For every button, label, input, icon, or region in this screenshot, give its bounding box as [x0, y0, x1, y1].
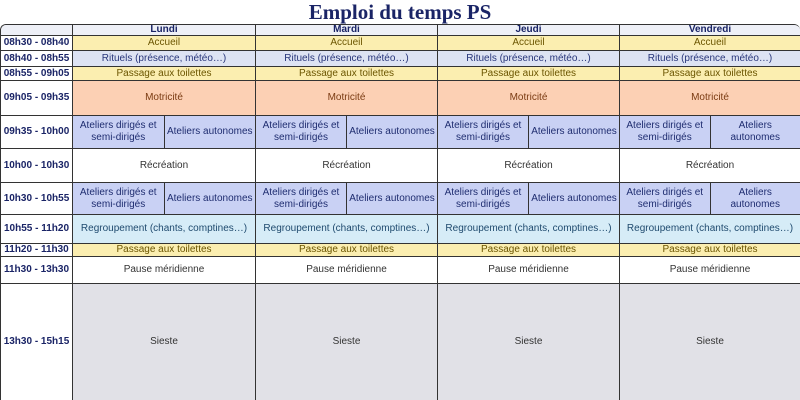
activity-label: Ateliers autonomes	[349, 126, 435, 137]
activity-cell: Passage aux toilettes	[438, 244, 620, 257]
activity-cell: Sieste	[256, 284, 438, 400]
activity-cell: Accueil	[256, 36, 438, 51]
day-header-lundi: Lundi	[73, 25, 256, 36]
time-slot: 11h30 - 13h30	[1, 257, 73, 284]
activity-cell: Sieste	[73, 284, 256, 400]
time-slot: 08h40 - 08h55	[1, 51, 73, 67]
activity-cell	[256, 116, 438, 149]
time-slot: 10h55 - 11h20	[1, 215, 73, 244]
time-slot: 13h30 - 15h15	[1, 284, 73, 400]
activity-cell: Sieste	[438, 284, 620, 400]
activity-label: Ateliers dirigés et semi-dirigés	[73, 116, 165, 148]
activity-cell: Passage aux toilettes	[256, 244, 438, 257]
day-header-jeudi: Jeudi	[438, 25, 620, 36]
activity-cell: Rituels (présence, météo…)	[438, 51, 620, 67]
activity-label: Ateliers dirigés et semi-dirigés	[620, 116, 711, 148]
activity-cell	[620, 183, 800, 215]
activity-label: Ateliers dirigés et semi-dirigés	[73, 183, 165, 214]
time-slot: 08h55 - 09h05	[1, 67, 73, 81]
time-slot: 09h35 - 10h00	[1, 116, 73, 149]
activity-cell: Récréation	[438, 149, 620, 183]
activity-label: Ateliers autonomes	[166, 126, 253, 137]
activity-cell: Récréation	[256, 149, 438, 183]
activity-cell: Pause méridienne	[438, 257, 620, 284]
day-header-mardi: Mardi	[256, 25, 438, 36]
activity-cell	[620, 116, 800, 149]
activity-cell: Passage aux toilettes	[438, 67, 620, 81]
activity-cell: Récréation	[620, 149, 800, 183]
activity-cell: Passage aux toilettes	[620, 244, 800, 257]
time-slot: 10h30 - 10h55	[1, 183, 73, 215]
timetable	[0, 24, 800, 400]
activity-cell: Motricité	[256, 81, 438, 116]
activity-cell	[73, 183, 256, 215]
time-slot: 09h05 - 09h35	[1, 81, 73, 116]
header-corner	[1, 25, 73, 36]
activity-label: Ateliers autonomes	[349, 192, 435, 204]
activity-label: Ateliers dirigés et semi-dirigés	[256, 183, 347, 214]
activity-cell: Regroupement (chants, comptines…)	[256, 215, 438, 244]
activity-label: Ateliers autonomes	[730, 120, 780, 143]
activity-cell: Sieste	[620, 284, 800, 400]
activity-cell: Pause méridienne	[620, 257, 800, 284]
time-slot: 08h30 - 08h40	[1, 36, 73, 51]
activity-cell: Pause méridienne	[256, 257, 438, 284]
activity-cell	[73, 116, 256, 149]
activity-cell	[438, 116, 620, 149]
activity-label: Ateliers dirigés et semi-dirigés	[620, 183, 711, 214]
activity-cell: Accueil	[73, 36, 256, 51]
activity-label: Ateliers dirigés et semi-dirigés	[438, 116, 529, 148]
activity-cell: Regroupement (chants, comptines…)	[620, 215, 800, 244]
activity-cell: Regroupement (chants, comptines…)	[73, 215, 256, 244]
activity-label: Ateliers dirigés et semi-dirigés	[256, 116, 347, 148]
activity-cell: Passage aux toilettes	[620, 67, 800, 81]
activity-cell: Motricité	[620, 81, 800, 116]
activity-cell: Motricité	[73, 81, 256, 116]
activity-label: Ateliers autonomes	[166, 192, 253, 204]
activity-cell: Rituels (présence, météo…)	[620, 51, 800, 67]
activity-cell: Passage aux toilettes	[256, 67, 438, 81]
activity-cell: Passage aux toilettes	[73, 67, 256, 81]
activity-label: Ateliers autonomes	[531, 192, 617, 204]
activity-label: Ateliers autonomes	[730, 186, 780, 210]
activity-label: Ateliers autonomes	[531, 126, 617, 137]
activity-cell: Rituels (présence, météo…)	[73, 51, 256, 67]
activity-cell: Accueil	[438, 36, 620, 51]
activity-cell: Rituels (présence, météo…)	[256, 51, 438, 67]
activity-cell: Motricité	[438, 81, 620, 116]
activity-cell	[438, 183, 620, 215]
activity-cell: Accueil	[620, 36, 800, 51]
activity-cell: Pause méridienne	[73, 257, 256, 284]
activity-cell: Récréation	[73, 149, 256, 183]
time-slot: 10h00 - 10h30	[1, 149, 73, 183]
activity-label: Ateliers dirigés et semi-dirigés	[438, 183, 529, 214]
page-title: Emploi du temps PS	[308, 0, 492, 24]
day-header-vendredi: Vendredi	[620, 25, 800, 36]
time-slot: 11h20 - 11h30	[1, 244, 73, 257]
activity-cell: Regroupement (chants, comptines…)	[438, 215, 620, 244]
activity-cell: Passage aux toilettes	[73, 244, 256, 257]
activity-cell	[256, 183, 438, 215]
